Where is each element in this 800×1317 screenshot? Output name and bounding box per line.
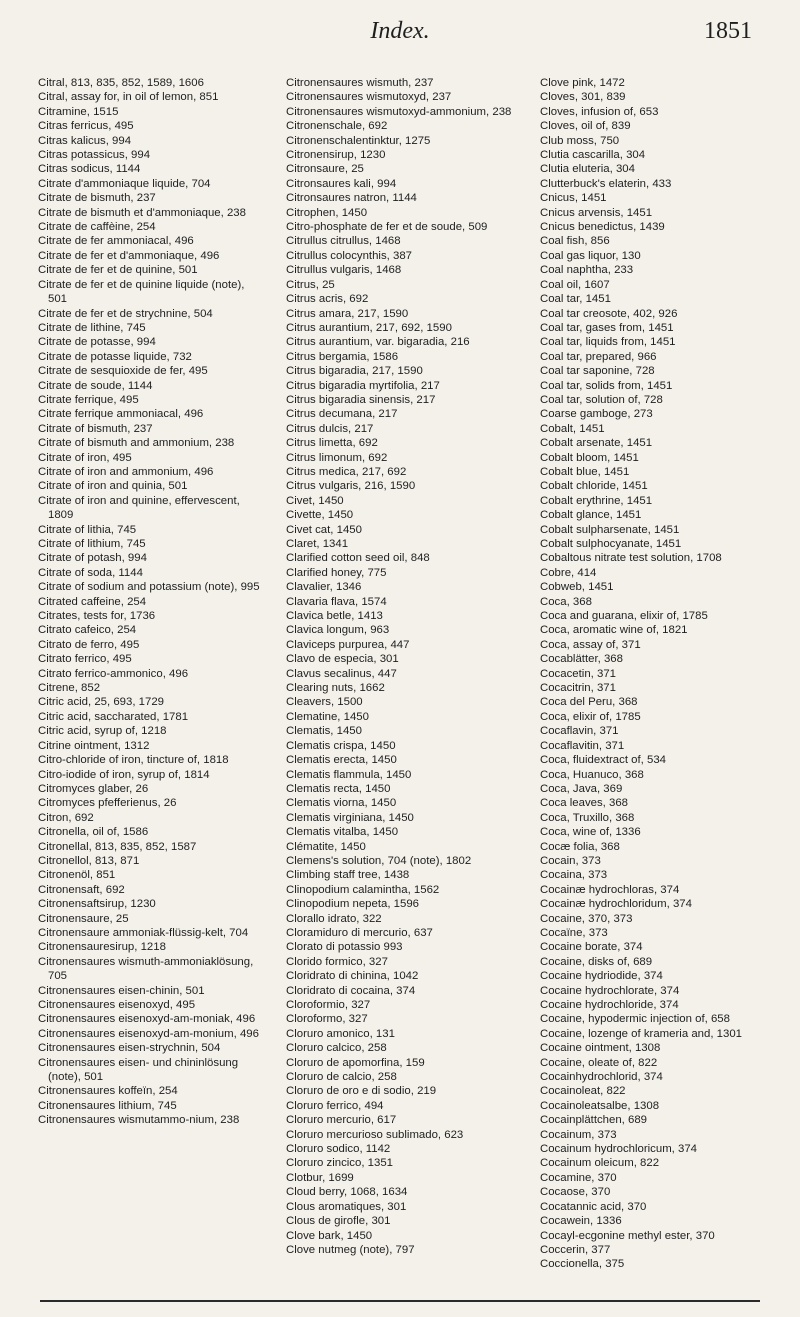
index-entry: Civet, 1450 [286, 494, 344, 507]
index-entry: Citrus aurantium, 217, 692, 1590 [286, 321, 452, 334]
index-entry: Cloruro sodico, 1142 [286, 1143, 391, 1156]
index-entry: Citronsaures kali, 994 [286, 177, 397, 190]
index-entry: Clematis recta, 1450 [286, 782, 391, 795]
index-entry: Cloridrato di chinina, 1042 [286, 970, 419, 983]
index-entry: Citrate de fer et de quinine, 501 [38, 264, 198, 277]
index-entry: Clematis, 1450 [286, 725, 362, 738]
page-number: 1851 [704, 18, 752, 44]
index-entry: Cloruro de oro e di sodio, 219 [286, 1085, 437, 1098]
index-entry: Clématite, 1450 [286, 840, 366, 853]
index-entry: Clarified cotton seed oil, 848 [286, 552, 430, 565]
index-entry: Cocain, 373 [540, 854, 601, 867]
index-entry: Citronensaures lithium, 745 [38, 1099, 177, 1112]
index-entry: Citronensirup, 1230 [286, 149, 386, 162]
index-entry: Cocainum, 373 [540, 1128, 617, 1141]
index-entry: Cobalt glance, 1451 [540, 509, 642, 522]
index-entry: Citrate de sesquioxide de fer, 495 [38, 365, 208, 378]
index-entry: Citrate de fer ammoniacal, 496 [38, 235, 194, 248]
index-entry: Civet cat, 1450 [286, 523, 362, 536]
index-entry: Citrus bigaradia myrtifolia, 217 [286, 379, 440, 392]
index-entry: Clavica longum, 963 [286, 624, 390, 637]
index-entry: Citronenschale, 692 [286, 120, 388, 133]
index-entry: Citrate of iron and ammonium, 496 [38, 465, 214, 478]
index-entry: Citrus bigaradia, 217, 1590 [286, 365, 423, 378]
index-entry: Citronensaure, 25 [38, 912, 129, 925]
index-entry: Cloroformo, 327 [286, 1013, 368, 1026]
index-column-1 [38, 76, 266, 1128]
index-entry: Citric acid, syrup of, 1218 [38, 725, 167, 738]
index-entry: Citrene, 852 [38, 682, 101, 695]
index-entry: Citrus medica, 217, 692 [286, 465, 407, 478]
index-entry: Citrate de fer et de strychnine, 504 [38, 307, 213, 320]
index-entry: Citrate of iron, 495 [38, 451, 132, 464]
index-entry: Clous aromatiques, 301 [286, 1200, 407, 1213]
index-entry: Cocaine borate, 374 [540, 941, 643, 954]
index-entry: Citro-iodide of iron, syrup of, 1814 [38, 768, 210, 781]
index-entry: Coca, aromatic wine of, 1821 [540, 624, 688, 637]
index-entry: Cocainæ hydrochloras, 374 [540, 883, 680, 896]
index-entry: Cocainhydrochlorid, 374 [540, 1071, 663, 1084]
index-entry: Citrato ferrico, 495 [38, 653, 132, 666]
index-entry: Coal tar, liquids from, 1451 [540, 336, 676, 349]
index-entry: Coca and guarana, elixir of, 1785 [540, 610, 708, 623]
index-entry: Cloruro mercurioso sublimado, 623 [286, 1128, 464, 1141]
index-entry: Citronensaures koffeïn, 254 [38, 1085, 178, 1098]
index-entry: Cocainum oleicum, 822 [540, 1157, 660, 1170]
index-entry: Clove nutmeg (note), 797 [286, 1243, 415, 1256]
index-entry: Cocainoleat, 822 [540, 1085, 626, 1098]
index-entry: Citrate de fer et d'ammoniaque, 496 [38, 249, 220, 262]
index-entry: Citramine, 1515 [38, 105, 119, 118]
index-entry: Claret, 1341 [286, 538, 349, 550]
index-entry: Citrus bigaradia sinensis, 217 [286, 393, 436, 406]
index-entry: Clove bark, 1450 [286, 1229, 373, 1242]
index-entry: Citrate of sodium and potassium (note), 995 [38, 581, 260, 594]
index-entry: Citrato de ferro, 495 [38, 638, 140, 651]
index-entry: Climbing staff tree, 1438 [286, 869, 410, 882]
index-entry: Coal tar, gases from, 1451 [540, 321, 674, 334]
index-entry: Citrus, 25 [286, 278, 335, 291]
index-entry: Coal tar, solids from, 1451 [540, 379, 673, 392]
index-entry: Clotbur, 1699 [286, 1171, 354, 1184]
index-entry: Cloruro zincico, 1351 [286, 1157, 393, 1170]
index-entry: Citrate de potasse, 994 [38, 336, 156, 349]
index-entry: Cloramiduro di mercurio, 637 [286, 926, 433, 939]
index-entry: Citronensaures eisenoxyd-am-moniak, 496 [38, 1013, 256, 1026]
index-entry: Coal tar, solution of, 728 [540, 393, 663, 406]
index-entry: Citrate of lithia, 745 [38, 523, 137, 536]
index-entry: Clutia eluteria, 304 [540, 163, 635, 176]
index-entry: Citric acid, saccharated, 1781 [38, 710, 189, 723]
index-entry: Citrus decumana, 217 [286, 408, 398, 421]
index-entry: Citrate de potasse liquide, 732 [38, 350, 192, 363]
index-entry: Clutia cascarilla, 304 [540, 149, 646, 162]
index-entry: Cocatannic acid, 370 [540, 1200, 647, 1213]
index-entry: Citrate of iron and quinine, effervescent, 1809 [38, 494, 240, 522]
index-entry: Citronsaure, 25 [286, 163, 364, 176]
index-entry: Coal gas liquor, 130 [540, 249, 641, 262]
index-entry: Cobalt sulphocyanate, 1451 [540, 538, 682, 550]
index-entry: Coal fish, 856 [540, 235, 610, 248]
index-entry: Cloroformio, 327 [286, 999, 371, 1011]
index-entry: Cnicus benedictus, 1439 [540, 221, 665, 234]
index-entry: Coca, Huanuco, 368 [540, 768, 644, 781]
index-entry: Citronensaures wismutoxyd, 237 [286, 91, 452, 104]
index-entry: Cocamine, 370 [540, 1171, 617, 1184]
index-entry: Citrus limetta, 692 [286, 437, 378, 450]
index-entry: Citro-phosphate de fer et de soude, 509 [286, 221, 488, 234]
index-entry: Citronensaures eisen-chinin, 501 [38, 984, 205, 997]
index-entry: Citronensaures eisenoxyd, 495 [38, 999, 196, 1011]
index-entry: Citrate de bismuth, 237 [38, 192, 156, 205]
index-entry: Cocaine, hypodermic injection of, 658 [540, 1013, 730, 1026]
index-entry: Cocainæ hydrochloridum, 374 [540, 898, 692, 911]
index-entry: Citrate de fer et de quinine liquide (note), 501 [38, 278, 245, 306]
index-entry: Cocacitrin, 371 [540, 682, 616, 695]
index-entry: Citrate of bismuth, 237 [38, 422, 153, 435]
index-entry: Cocaine hydriodide, 374 [540, 970, 663, 983]
index-entry: Cobre, 414 [540, 566, 597, 579]
index-entry: Cocacetin, 371 [540, 667, 616, 680]
index-entry: Citron, 692 [38, 811, 94, 824]
index-entry: Cocaina, 373 [540, 869, 608, 882]
index-entry: Coca, wine of, 1336 [540, 826, 641, 839]
index-entry: Citronellal, 813, 835, 852, 1587 [38, 840, 197, 853]
index-entry: Club moss, 750 [540, 134, 620, 147]
index-entry: Cloruro mercurio, 617 [286, 1114, 397, 1127]
index-entry: Clavalier, 1346 [286, 581, 362, 594]
index-entry: Clutterbuck's elaterin, 433 [540, 177, 672, 190]
index-entry: Coal tar creosote, 402, 926 [540, 307, 678, 320]
index-entry: Coal oil, 1607 [540, 278, 610, 291]
index-entry: Clemens's solution, 704 (note), 1802 [286, 854, 472, 867]
index-entry: Citronenöl, 851 [38, 869, 116, 882]
index-entry: Citras potassicus, 994 [38, 149, 151, 162]
index-entry: Citronensaures wismuth, 237 [286, 77, 434, 89]
index-entry: Citronella, oil of, 1586 [38, 826, 149, 839]
index-entry: Cloves, infusion of, 653 [540, 105, 659, 118]
index-entry: Cobalt sulpharsenate, 1451 [540, 523, 680, 536]
index-column-2 [286, 76, 522, 1257]
index-entry: Cloves, oil of, 839 [540, 120, 631, 133]
page-title: Index. [370, 18, 430, 44]
index-entry: Cocaine, lozenge of krameria and, 1301 [540, 1027, 742, 1040]
page-header [0, 0, 800, 60]
index-entry: Citrate ferrique, 495 [38, 393, 139, 406]
index-entry: Citrullus colocynthis, 387 [286, 249, 412, 262]
index-entry: Clorido formico, 327 [286, 955, 388, 968]
index-entry: Coal tar saponine, 728 [540, 365, 655, 378]
index-entry: Clematis viorna, 1450 [286, 797, 397, 810]
index-entry: Citronensaures wismutoxyd-ammonium, 238 [286, 105, 512, 118]
index-entry: Citrate of lithium, 745 [38, 538, 146, 550]
index-entry: Citrate of bismuth and ammonium, 238 [38, 437, 235, 450]
index-entry: Cobalt, 1451 [540, 422, 605, 435]
index-entry: Cobweb, 1451 [540, 581, 614, 594]
index-entry: Citras kalicus, 994 [38, 134, 132, 147]
index-entry: Citrus dulcis, 217 [286, 422, 374, 435]
index-entry: Citrate ferrique ammoniacal, 496 [38, 408, 204, 421]
index-entry: Civette, 1450 [286, 509, 354, 522]
index-entry: Citromyces pfefferienus, 26 [38, 797, 177, 810]
index-entry: Cobalt erythrine, 1451 [540, 494, 653, 507]
index-entry: Cocayl-ecgonine methyl ester, 370 [540, 1229, 715, 1242]
index-entry: Clavus secalinus, 447 [286, 667, 397, 680]
index-entry: Citrus aurantium, var. bigaradia, 216 [286, 336, 470, 349]
index-entry: Citrate de caffèine, 254 [38, 221, 156, 234]
index-entry: Citrate of soda, 1144 [38, 566, 143, 579]
index-entry: Cobalt chloride, 1451 [540, 480, 648, 493]
index-entry: Coarse gamboge, 273 [540, 408, 653, 421]
index-column-3 [540, 76, 776, 1272]
index-entry: Clavo de especia, 301 [286, 653, 399, 666]
index-entry: Cloves, 301, 839 [540, 91, 626, 104]
index-entry: Citrate de bismuth et d'ammoniaque, 238 [38, 206, 246, 219]
index-entry: Coca, fluidextract of, 534 [540, 754, 666, 767]
index-entry: Citrates, tests for, 1736 [38, 610, 156, 623]
index-entry: Citrato ferrico-ammonico, 496 [38, 667, 189, 680]
index-entry: Citrullus citrullus, 1468 [286, 235, 401, 248]
index-entry: Citric acid, 25, 693, 1729 [38, 696, 165, 709]
index-entry: Citronensaures eisen-strychnin, 504 [38, 1042, 221, 1055]
index-entry: Claviceps purpurea, 447 [286, 638, 410, 651]
index-entry: Citronensauresirup, 1218 [38, 941, 166, 954]
index-entry: Clarified honey, 775 [286, 566, 387, 579]
index-entry: Citras sodicus, 1144 [38, 163, 141, 176]
index-entry: Cocainplättchen, 689 [540, 1114, 648, 1127]
index-entry: Citrus bergamia, 1586 [286, 350, 399, 363]
index-entry: Clorato di potassio 993 [286, 941, 403, 954]
index-entry: Cloridrato di cocaina, 374 [286, 984, 416, 997]
index-entry: Cleavers, 1500 [286, 696, 363, 709]
index-entry: Cocaine ointment, 1308 [540, 1042, 661, 1055]
index-entry: Coal tar, prepared, 966 [540, 350, 657, 363]
index-entry: Clearing nuts, 1662 [286, 682, 385, 695]
index-entry: Cocaine, disks of, 689 [540, 955, 653, 968]
index-entry: Clematis vitalba, 1450 [286, 826, 399, 839]
index-entry: Citrus acris, 692 [286, 293, 369, 306]
index-entry: Citrate de soude, 1144 [38, 379, 153, 392]
index-entry: Clove pink, 1472 [540, 77, 625, 89]
index-entry: Citrate of iron and quinia, 501 [38, 480, 188, 493]
index-entry: Clous de girofle, 301 [286, 1215, 391, 1228]
index-entry: Clematis virginiana, 1450 [286, 811, 414, 824]
index-entry: Clematis erecta, 1450 [286, 754, 397, 767]
index-entry: Citromyces glaber, 26 [38, 782, 149, 795]
index-entry: Citrine ointment, 1312 [38, 739, 150, 752]
index-entry: Citronellol, 813, 871 [38, 854, 140, 867]
index-entry: Cobalt bloom, 1451 [540, 451, 639, 464]
index-entry: Cobaltous nitrate test solution, 1708 [540, 552, 722, 565]
index-entry: Cloruro ferrico, 494 [286, 1099, 384, 1112]
index-entry: Coca del Peru, 368 [540, 696, 638, 709]
index-entry: Citrated caffeine, 254 [38, 595, 147, 608]
index-entry: Citrate d'ammoniaque liquide, 704 [38, 177, 211, 190]
index-entry: Clorallo idrato, 322 [286, 912, 382, 925]
index-entry: Cocaine, oleate of, 822 [540, 1056, 658, 1069]
index-entry: Citras ferricus, 495 [38, 120, 134, 133]
index-entry: Citronensaure ammoniak-flüssig-kelt, 704 [38, 926, 249, 939]
index-entry: Cnicus, 1451 [540, 192, 607, 205]
index-entry: Cloruro calcico, 258 [286, 1042, 387, 1055]
index-entry: Citrus amara, 217, 1590 [286, 307, 409, 320]
index-entry: Citronensaures eisen- und chininlösung (note), 501 [38, 1056, 239, 1084]
index-entry: Citrus limonum, 692 [286, 451, 388, 464]
index-entry: Citrophen, 1450 [286, 206, 368, 219]
index-entry: Citrate of potash, 994 [38, 552, 147, 565]
index-entry: Citro-chloride of iron, tincture of, 1818 [38, 754, 229, 767]
index-entry: Citronensaftsirup, 1230 [38, 898, 156, 911]
index-entry: Coca, assay of, 371 [540, 638, 641, 651]
index-entry: Citronensaures wismutammo-nium, 238 [38, 1114, 240, 1127]
index-entry: Cloruro de calcio, 258 [286, 1071, 397, 1084]
index-entry: Citronensaures wismuth-ammoniaklösung, 705 [38, 955, 254, 983]
index-entry: Cloud berry, 1068, 1634 [286, 1186, 408, 1199]
index-entry: Cocaflavitin, 371 [540, 739, 625, 752]
index-entry: Coca, Truxillo, 368 [540, 811, 635, 824]
index-entry: Citrato cafeico, 254 [38, 624, 137, 637]
index-entry: Cloruro amonico, 131 [286, 1027, 395, 1040]
index-entry: Citral, assay for, in oil of lemon, 851 [38, 91, 219, 104]
index-entry: Cobalt arsenate, 1451 [540, 437, 653, 450]
index-entry: Clematine, 1450 [286, 710, 369, 723]
index-entry: Citronenschalentinktur, 1275 [286, 134, 431, 147]
index-entry: Citrate de lithine, 745 [38, 321, 146, 334]
index-entry: Clinopodium nepeta, 1596 [286, 898, 419, 911]
bottom-rule [40, 1300, 760, 1302]
index-entry: Coal naphtha, 233 [540, 264, 634, 277]
index-entry: Citrus vulgaris, 216, 1590 [286, 480, 416, 493]
index-entry: Coca leaves, 368 [540, 797, 629, 810]
index-entry: Coccerin, 377 [540, 1243, 611, 1256]
index-entry: Coccionella, 375 [540, 1258, 625, 1271]
index-entry: Cocaine, 370, 373 [540, 912, 633, 925]
index-entry: Citronensaures eisenoxyd-am-monium, 496 [38, 1027, 259, 1040]
index-entry: Cobalt blue, 1451 [540, 465, 630, 478]
index-entry: Cocawein, 1336 [540, 1215, 622, 1228]
index-entry: Clinopodium calamintha, 1562 [286, 883, 440, 896]
index-entry: Cocæ folia, 368 [540, 840, 620, 853]
index-entry: Clematis crispa, 1450 [286, 739, 396, 752]
index-entry: Clavica betle, 1413 [286, 610, 383, 623]
index-entry: Cocainoleatsalbe, 1308 [540, 1099, 660, 1112]
index-entry: Coca, elixir of, 1785 [540, 710, 641, 723]
index-entry: Citral, 813, 835, 852, 1589, 1606 [38, 77, 204, 89]
index-entry: Clematis flammula, 1450 [286, 768, 412, 781]
index-entry: Cocaïne, 373 [540, 926, 608, 939]
index-entry: Cocaose, 370 [540, 1186, 611, 1199]
index-entry: Cloruro de apomorfina, 159 [286, 1056, 425, 1069]
index-entry: Citrullus vulgaris, 1468 [286, 264, 402, 277]
index-entry: Clavaria flava, 1574 [286, 595, 387, 608]
index-entry: Citronsaures natron, 1144 [286, 192, 417, 205]
index-entry: Cocaine hydrochlorate, 374 [540, 984, 680, 997]
index-entry: Cocaine hydrochloride, 374 [540, 999, 679, 1011]
index-entry: Cnicus arvensis, 1451 [540, 206, 653, 219]
index-entry: Cocainum hydrochloricum, 374 [540, 1143, 698, 1156]
index-entry: Coca, Java, 369 [540, 782, 623, 795]
index-entry: Coca, 368 [540, 595, 592, 608]
index-entry: Cocablätter, 368 [540, 653, 623, 666]
index-entry: Cocaflavin, 371 [540, 725, 619, 738]
index-entry: Citronensaft, 692 [38, 883, 125, 896]
index-entry: Coal tar, 1451 [540, 293, 611, 306]
